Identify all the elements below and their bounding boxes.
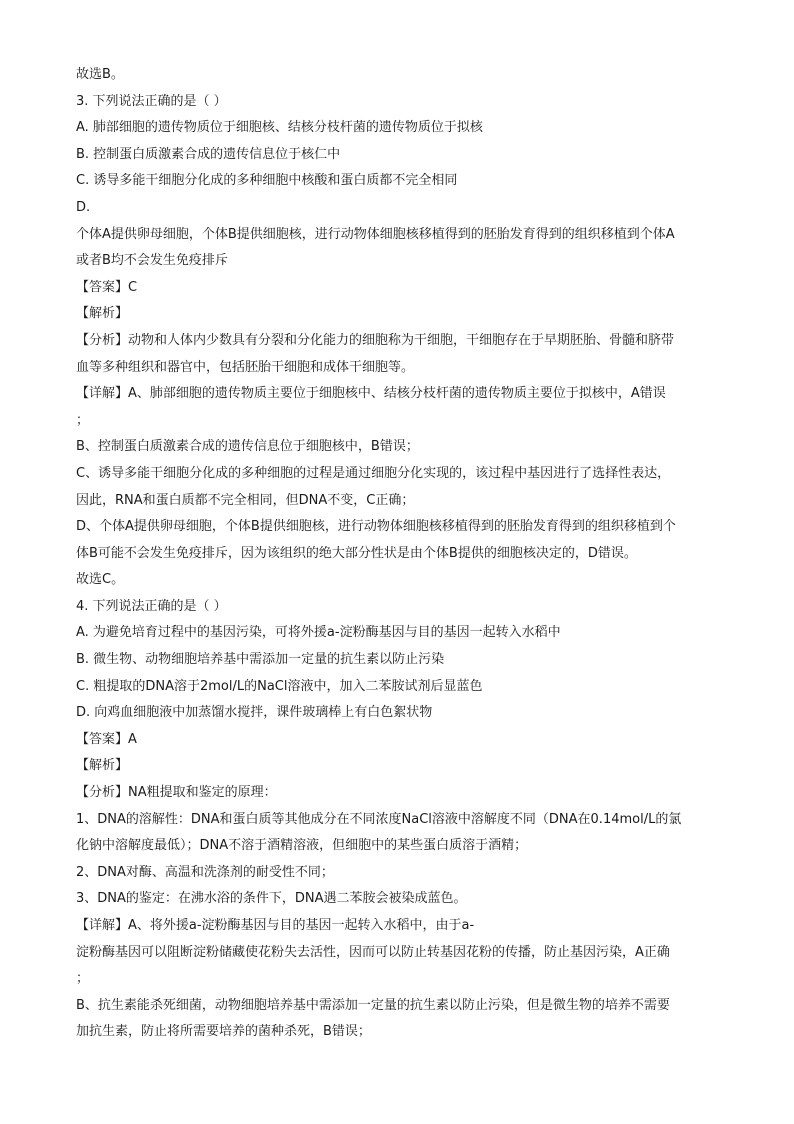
text-line: 【详解】A、肺部细胞的遗传物质主要位于细胞核中、结核分枝杆菌的遗传物质主要位于拟核中，A错误 [76, 386, 666, 402]
text-line: ； [76, 971, 90, 987]
answer-line: 【答案】A [76, 731, 137, 747]
analysis-heading: 【解析】 [76, 758, 129, 774]
text-line: 血等多种组织和器官中，包括胚胎干细胞和成体干细胞等。 [76, 359, 415, 375]
text-line: 或者B均不会发生免疫排斥 [76, 253, 228, 269]
text-line: 加抗生素，防止将所需要培养的菌种杀死，B错误； [76, 1024, 371, 1040]
option-d: D. 向鸡血细胞液中加蒸馏水搅拌，课件玻璃棒上有白色絮状物 [76, 705, 433, 721]
text-line: 【详解】A、将外援a-淀粉酶基因与目的基因一起转入水稻中，由于a- [76, 918, 475, 933]
text-line: 故选B。 [76, 67, 124, 82]
option-a: A. 肺部细胞的遗传物质位于细胞核、结核分枝杆菌的遗传物质位于拟核 [76, 120, 483, 136]
text-line: 淀粉酶基因可以阻断淀粉储藏使花粉失去活性，因而可以防止转基因花粉的传播，防止基因污染，A正确 [76, 944, 670, 960]
analysis-heading: 【解析】 [76, 306, 129, 322]
text-line: B、控制蛋白质激素合成的遗传信息位于细胞核中，B错误； [76, 439, 419, 455]
document-page [76, 62, 726, 1046]
text-line: 3、DNA的鉴定：在沸水浴的条件下，DNA遇二苯胺会被染成蓝色。 [76, 891, 467, 907]
option-b: B. 微生物、动物细胞培养基中需添加一定量的抗生素以防止污染 [76, 652, 445, 668]
text-line: 2、DNA对酶、高温和洗涤剂的耐受性不同； [76, 864, 334, 880]
text-line: ； [76, 412, 90, 428]
text-line: 【分析】动物和人体内少数具有分裂和分化能力的细胞称为干细胞，干细胞存在于早期胚胎、骨髓和脐带 [76, 332, 675, 348]
option-a: A. 为避免培育过程中的基因污染，可将外援a-淀粉酶基因与目的基因一起转入水稻中 [76, 625, 561, 641]
text-line: 【分析】NA粗提取和鉴定的原理： [76, 785, 277, 801]
text-line: D、个体A提供卵母细胞，个体B提供细胞核，进行动物体细胞核移植得到的胚胎发育得到的组织移植到个 [76, 519, 676, 535]
text-line: 化钠中溶解度最低）；DNA不溶于酒精溶液，但细胞中的某些蛋白质溶于酒精； [76, 838, 528, 854]
text-line: 故选C。 [76, 572, 125, 588]
option-b: B. 控制蛋白质激素合成的遗传信息位于核仁中 [76, 146, 341, 162]
question-3-stem: 3. 下列说法正确的是（ ） [76, 93, 227, 109]
text-line: 因此，RNA和蛋白质都不完全相同，但DNA不变，C正确； [76, 492, 415, 508]
text-line: 1、DNA的溶解性：DNA和蛋白质等其他成分在不同浓度NaCl溶液中溶解度不同（DNA在0.14mol/L的氯 [76, 811, 682, 827]
text-line: C、诱导多能干细胞分化成的多种细胞的过程是通过细胞分化实现的，该过程中基因进行了选择性表达， [76, 465, 671, 481]
answer-line: 【答案】C [76, 279, 138, 295]
text-line: 个体A提供卵母细胞，个体B提供细胞核，进行动物体细胞核移植得到的胚胎发育得到的组织移植到个体A [76, 226, 675, 242]
question-4-stem: 4. 下列说法正确的是（ ） [76, 598, 227, 614]
text-line: 体B可能不会发生免疫排斥，因为该组织的绝大部分性状是由个体B提供的细胞核决定的，D错误。 [76, 545, 637, 561]
text-line: B、抗生素能杀死细菌，动物细胞培养基中需添加一定量的抗生素以防止污染，但是微生物的培养不需要 [76, 997, 670, 1013]
option-c: C. 诱导多能干细胞分化成的多种细胞中核酸和蛋白质都不完全相同 [76, 173, 458, 189]
option-d: D. [76, 199, 91, 215]
option-c: C. 粗提取的DNA溶于2mol/L的NaCl溶液中，加入二苯胺试剂后显蓝色 [76, 678, 483, 694]
